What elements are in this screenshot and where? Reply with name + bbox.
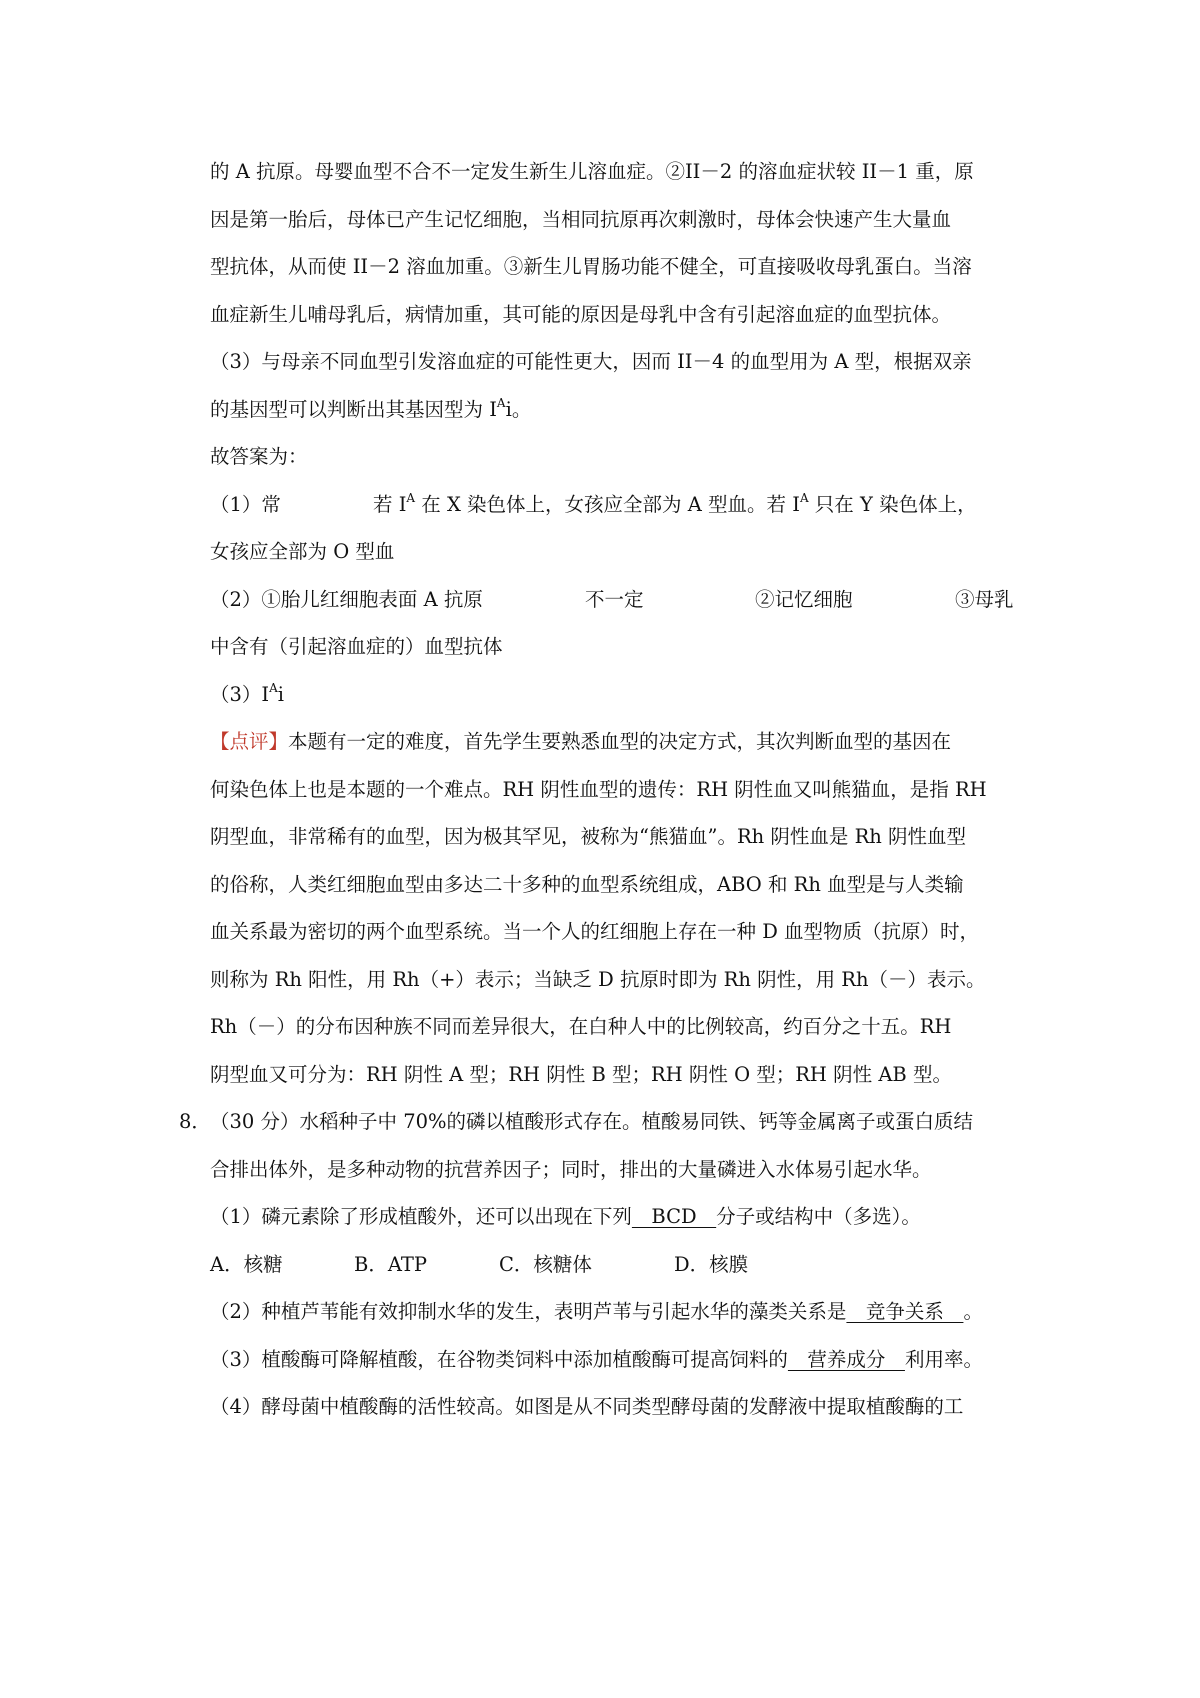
option-a: A．核糖: [210, 1252, 283, 1276]
answer-2-part-2: 不一定: [585, 587, 644, 611]
superscript: A: [799, 490, 809, 505]
text-line: 型抗体，从而使 II－2 溶血加重。③新生儿胃肠功能不健全，可直接吸收母乳蛋白。当溶: [210, 255, 972, 278]
question-8-4: （4）酵母菌中植酸酶的活性较高。如图是从不同类型酵母菌的发酵液中提取植酸酶的工: [210, 1395, 964, 1418]
answer-1: [210, 481, 1020, 529]
answer-3: [210, 671, 1020, 719]
option-d: D．核膜: [674, 1252, 749, 1276]
answer-2-part-1: （2）①胎儿红细胞表面 A 抗原: [210, 587, 483, 611]
text-line: （3）与母亲不同血型引发溶血症的可能性更大，因而 II－4 的血型用为 A 型，根据双亲: [210, 350, 972, 373]
text-span: i。: [505, 397, 532, 421]
text-line: 的 A 抗原。母婴血型不合不一定发生新生儿溶血症。②II－2 的溶血症状较 II－1 重，原: [210, 160, 974, 183]
text-span: （1）磷元素除了形成植酸外，还可以出现在下列: [210, 1205, 632, 1228]
text-span: （30 分）水稻种子中 70%的磷以植酸形式存在。植酸易同铁、钙等金属离子或蛋白质结: [210, 1110, 974, 1133]
answer-2: [210, 576, 1020, 624]
question-8-3: [210, 1336, 1020, 1384]
superscript: A: [496, 395, 506, 410]
text-span: i: [277, 682, 285, 706]
text-span: 。: [963, 1300, 983, 1323]
text-line: 中含有（引起溶血症的）血型抗体: [210, 635, 503, 658]
question-8-1: [210, 1193, 1020, 1241]
text-line: 血关系最为密切的两个血型系统。当一个人的红细胞上存在一种 D 血型物质（抗原）时，: [210, 920, 980, 943]
answer-1-text: [373, 481, 977, 529]
text-line: 何染色体上也是本题的一个难点。RH 阴性血型的遗传：RH 阴性血又叫熊猫血，是指 RH: [210, 777, 987, 801]
answer-2-part-3: ②记忆细胞: [755, 587, 853, 611]
text-line: 合排出体外，是多种动物的抗营养因子；同时，排出的大量磷进入水体易引起水华。: [210, 1157, 932, 1181]
superscript: A: [406, 490, 416, 505]
text-span: 在 X 染色体上，女孩应全部为 A 型血。若 I: [415, 492, 800, 516]
text-span: （3）I: [210, 682, 270, 706]
review-line: [210, 718, 1020, 766]
question-8-2: [210, 1288, 1020, 1336]
superscript: A: [269, 680, 278, 695]
answer-blank: BCD: [631, 1205, 717, 1228]
text-span: 利用率。: [904, 1347, 983, 1371]
question-number: 8．: [179, 1110, 211, 1133]
answer-1-label: （1）常: [210, 492, 281, 516]
text-line: Rh（－）的分布因种族不同而差异很大，在白种人中的比例较高，约百分之十五。RH: [210, 1015, 952, 1038]
text-line: 则称为 Rh 阳性，用 Rh（+）表示；当缺乏 D 抗原时即为 Rh 阴性，用 Rh（－）表示。: [210, 967, 986, 991]
text-span: （3）植酸酶可降解植酸，在谷物类饲料中添加植酸酶可提高饲料的: [210, 1347, 788, 1371]
text-line: 阴型血，非常稀有的血型，因为极其罕见，被称为“熊猫血”。Rh 阴性血是 Rh 阴性血型: [210, 825, 967, 848]
text-line: 因是第一胎后，母体已产生记忆细胞，当相同抗原再次刺激时，母体会快速产生大量血: [210, 207, 952, 231]
text-line: 血症新生儿哺母乳后，病情加重，其可能的原因是母乳中含有引起溶血症的血型抗体。: [210, 302, 952, 326]
answer-2-part-4: ③母乳: [955, 587, 1014, 611]
text-span: 若 I: [373, 492, 407, 516]
text-line: 的俗称，人类红细胞血型由多达二十多种的血型系统组成，ABO 和 Rh 血型是与人类输: [210, 872, 964, 896]
text-span: （2）种植芦苇能有效抑制水华的发生，表明芦苇与引起水华的藻类关系是: [210, 1300, 847, 1323]
review-tag: 【点评】: [210, 730, 289, 753]
answer-heading: 故答案为：: [210, 445, 308, 468]
document-body: [179, 148, 1020, 1431]
text-span: 分子或结构中（多选）。: [716, 1205, 921, 1228]
options-row: [210, 1241, 1020, 1289]
answer-blank: 营养成分: [787, 1347, 905, 1371]
text-line: 阴型血又可分为：RH 阴性 A 型；RH 阴性 B 型；RH 阴性 O 型；RH 阴性 AB 型。: [210, 1062, 952, 1086]
text-line: 女孩应全部为 O 型血: [210, 540, 395, 563]
option-b: B．ATP: [354, 1252, 427, 1276]
text-span: 只在 Y 染色体上，: [808, 492, 977, 516]
text-span: 本题有一定的难度，首先学生要熟悉血型的决定方式，其次判断血型的基因在: [288, 730, 952, 753]
text-line: [210, 386, 1020, 434]
option-c: C．核糖体: [499, 1252, 592, 1276]
text-span: 的基因型可以判断出其基因型为 I: [210, 397, 497, 421]
answer-blank: 竞争关系: [846, 1300, 964, 1323]
question-8: [179, 1098, 1020, 1146]
